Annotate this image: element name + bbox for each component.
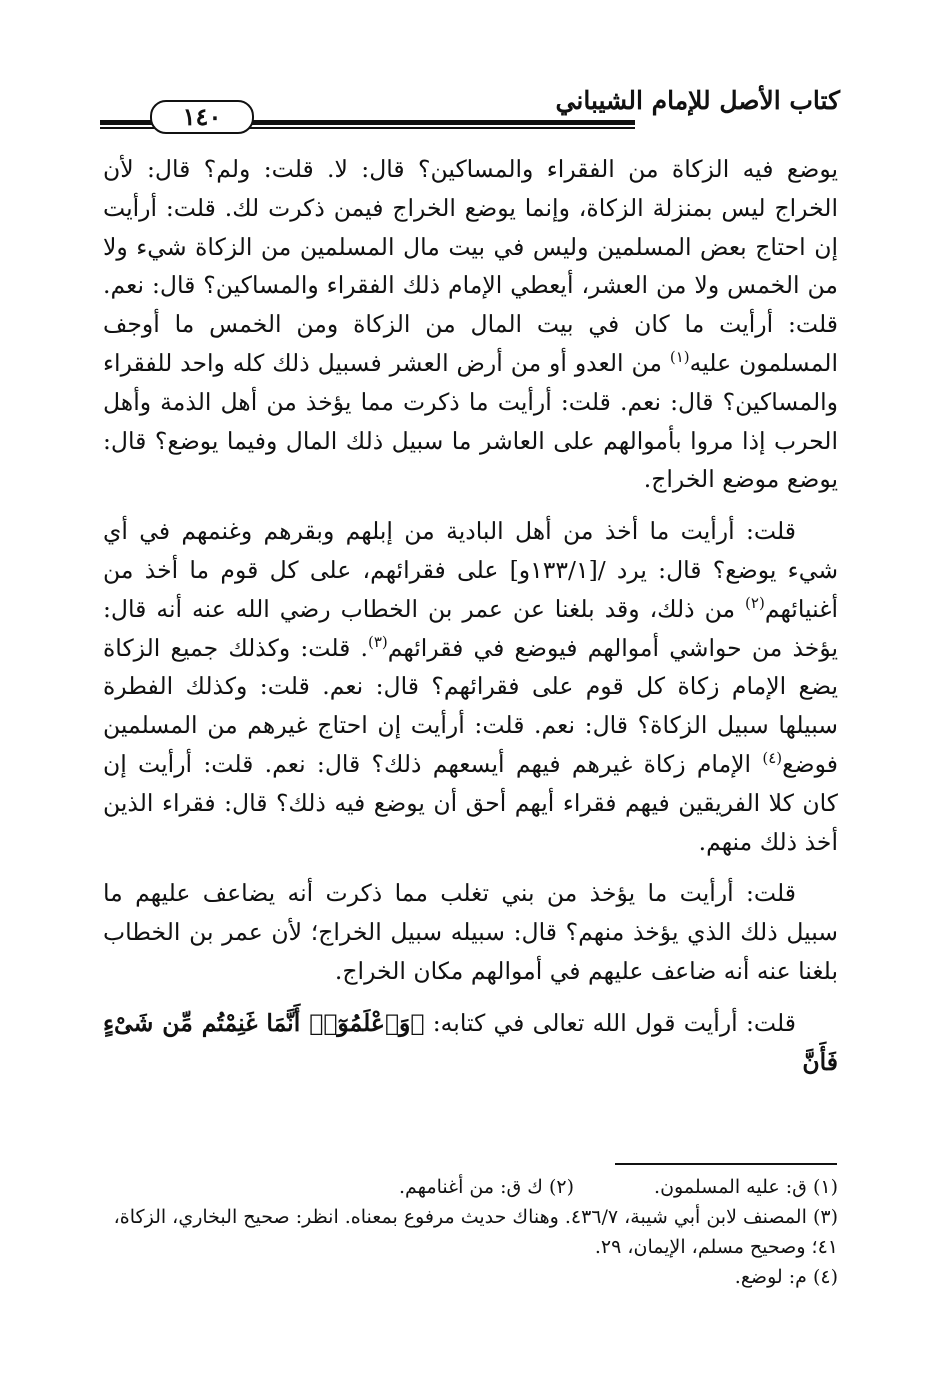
paragraph-3 [103,874,838,990]
footnote-ref-1[interactable]: (١) [669,348,690,367]
paragraph-text: من ذلك، وقد بلغنا عن عمر بن الخطاب رضي الله عنه أنه قال: يؤخذ من حواشي أموالهم فيوضع في فقرائهم [103,594,838,662]
footnote-ref-4[interactable]: (٤) [762,749,783,768]
footnote-row-1-2 [90,1172,838,1202]
book-title: كتاب الأصل للإمام الشيباني [555,86,840,115]
page-header [100,82,840,138]
footnote-separator [615,1163,837,1165]
footnote-number: (٢) [548,1176,575,1198]
footnote-3 [90,1202,838,1262]
footnote-ref-3[interactable]: (٣) [367,632,388,651]
footnote-number: (١) [812,1176,838,1198]
quran-verse: ﴿وَٱعْلَمُوٓا۟ أَنَّمَا غَنِمْتُم مِّن شَىْءٍ فَأَنَّ [103,1008,838,1076]
footnote-4 [90,1262,838,1292]
footnote-ref-2[interactable]: (٢) [745,593,765,612]
paragraph-1 [103,150,838,499]
paragraph-text: قلت: أرأيت ما أخذ من أهل البادية من إبلهم وبقرهم وغنمهم في أي شيء يوضع؟ قال: يرد /[١٣٣/١و] على فقرائهم، على كل قوم ما أخذ من أغنيائهم [103,517,839,623]
main-text [103,150,838,1081]
paragraph-2 [103,512,838,861]
footnote-1 [654,1172,838,1202]
footnote-text: م: لوضع. [734,1266,807,1288]
page-number: ١٤٠ [150,100,254,134]
footnote-number: (٣) [812,1206,838,1228]
footnotes [90,1172,838,1292]
paragraph-text: من العدو أو من أرض العشر فسبيل ذلك كله واحد للفقراء والمساكين؟ قال: نعم. قلت: أرأيت ما ذكرت مما يؤخذ من أهل الذمة وأهل الحرب إذا مروا بأموالهم على العاشر ما سبيل ذلك المال وفيما يوضع؟ قال: يوضع موضع الخراج. [103,348,838,494]
footnote-number: (٤) [812,1266,838,1288]
footnote-2 [399,1172,574,1202]
footnote-text: ك ق: من أغنامهم. [399,1176,543,1198]
footnote-text: المصنف لابن أبي شيبة، ٤٣٦/٧. وهناك حديث مرفوع بمعناه. انظر: صحيح البخاري، الزكاة، ٤١؛ وصحيح مسلم، الإيمان، ٢٩. [113,1206,838,1258]
paragraph-text: يوضع فيه الزكاة من الفقراء والمساكين؟ قال: لا. قلت: ولم؟ قال: لأن الخراج ليس بمنزلة الزكاة، وإنما يوضع الخراج فيمن ذكرت لك. قلت: أرأيت إن احتاج بعض المسلمين وليس في بيت مال المسلمين من الزكاة شيء ولا من الخمس ولا من العشر، أيعطي الإمام ذلك الفقراء والمساكين؟ قال: نعم. قلت: أرأيت ما كان في بيت المال من الزكاة ومن الخمس ما أوجف المسلمون عليه [103,155,839,377]
paragraph-4 [103,1004,838,1082]
paragraph-text: قلت: أرأيت ما يؤخذ من بني تغلب مما ذكرت أنه يضاعف عليهم ما سبيل ذلك الذي يؤخذ منهم؟ قال: سبيله سبيل الخراج؛ لأن عمر بن الخطاب بلغنا عنه أنه ضاعف عليهم في أموالهم مكان الخراج. [103,879,838,985]
page-number-ornament [100,96,635,131]
paragraph-text: قلت: أرأيت قول الله تعالى في كتابه: [424,1008,796,1037]
paragraph-text: . قلت: وكذلك جميع الزكاة يضع الإمام زكاة كل قوم على فقرائهم؟ قال: نعم. قلت: وكذلك الفطرة سبيلها سبيل الزكاة؟ قال: نعم. قلت: أرأيت إن احتاج غيرهم من المسلمين فوضع [103,633,838,778]
paragraph-text: الإمام زكاة غيرهم فيهم أيسعهم ذلك؟ قال: نعم. قلت: أرأيت إن كان كلا الفريقين فيهم فقراء أيهم أحق أن يوضع فيه ذلك؟ قال: فقراء الذين أخذ ذلك منهم. [103,749,838,856]
footnote-text: ق: عليه المسلمون. [654,1176,807,1198]
